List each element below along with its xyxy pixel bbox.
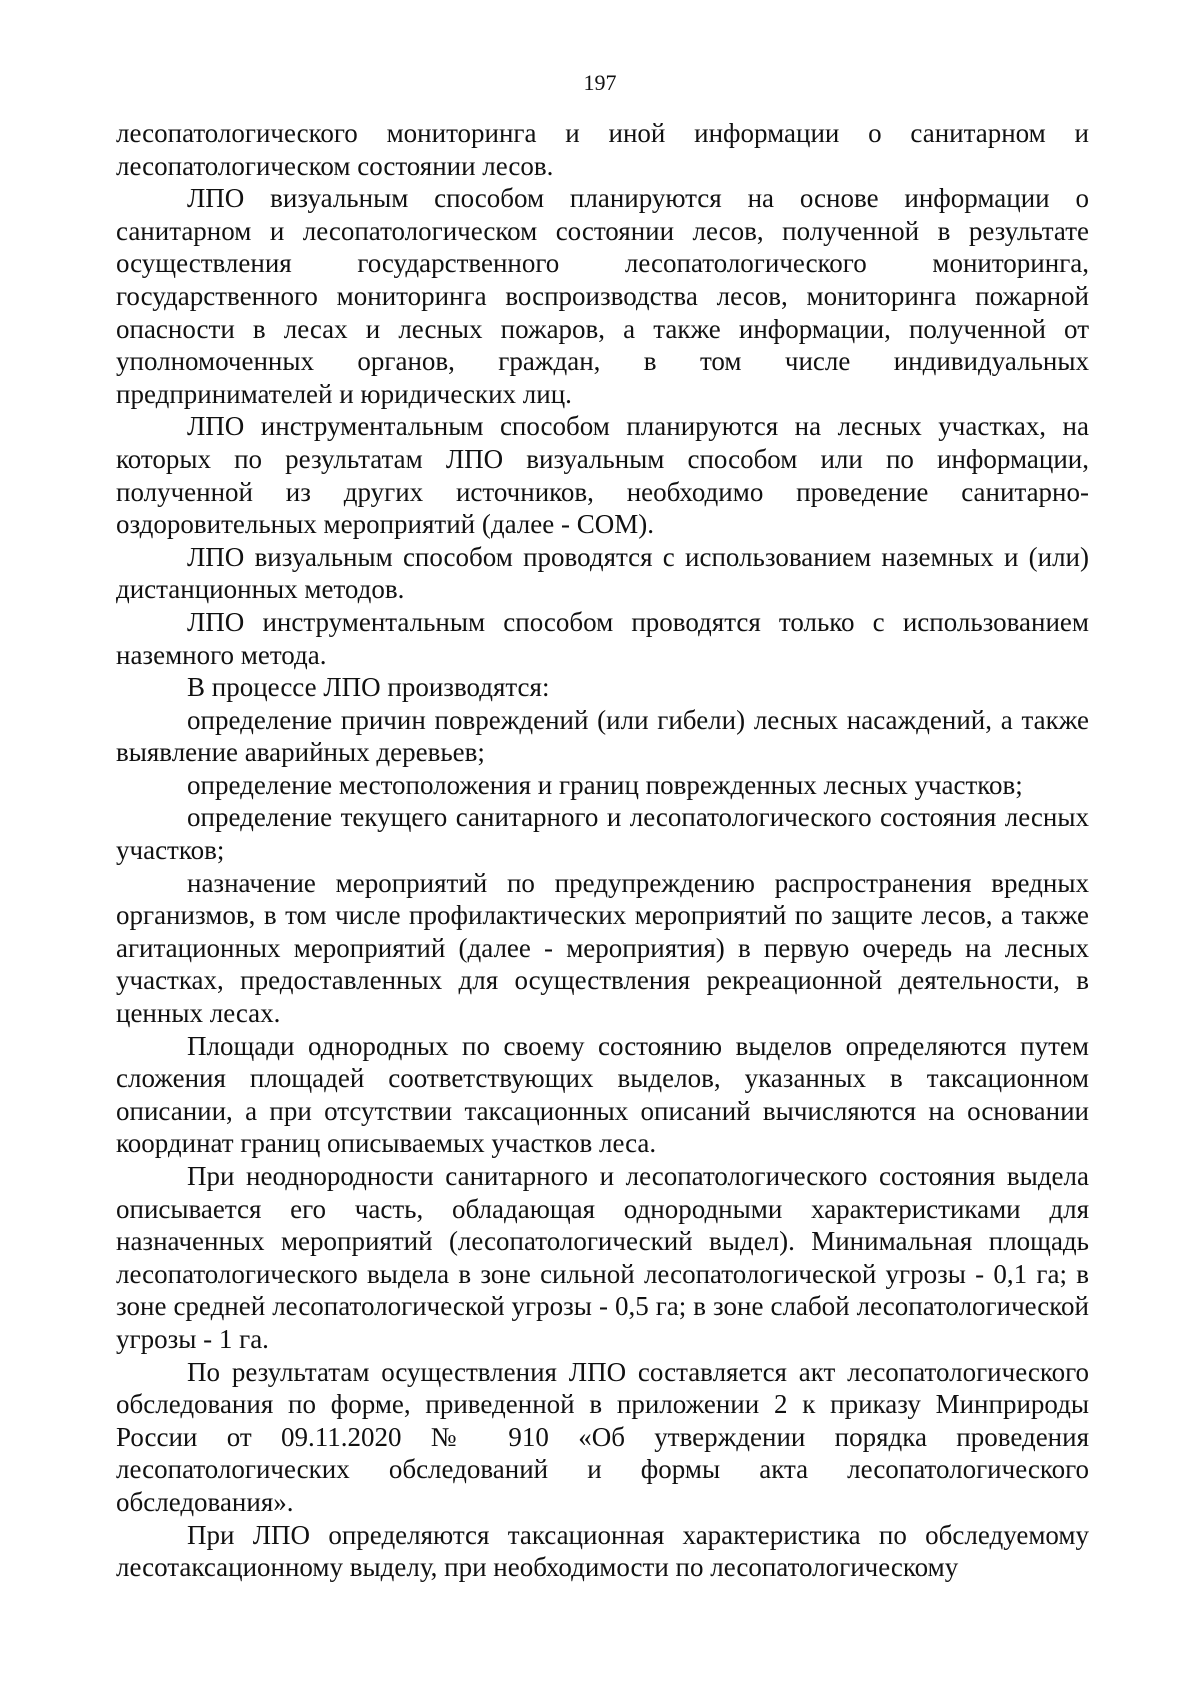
document-body xyxy=(116,117,1089,1584)
page-number: 197 xyxy=(583,70,617,95)
paragraph-taxation: При ЛПО определяются таксационная характеристика по обследуемому лесотаксационному выделу, при необходимости по лесопатологическому xyxy=(116,1519,1089,1583)
paragraph-process-intro: В процессе ЛПО производятся: xyxy=(187,672,550,703)
list-item: определение местоположения и границ поврежденных лесных участков; xyxy=(187,769,1023,800)
paragraph-act: По результатам осуществления ЛПО составляется акт лесопатологического обследования по форме, приведенной в приложении 2 к приказу Минприроды России от 09.11.2020 № 910 «Об утверждении порядка проведения лесопатологических обследований и формы акта лесопатологического обследования». xyxy=(116,1356,1089,1517)
paragraph-areas: Площади однородных по своему состоянию выделов определяются путем сложения площадей соответствующих выделов, указанных в таксационном описании, а при отсутствии таксационных описаний вычисляются на основании координат границ описываемых участков леса. xyxy=(116,1030,1089,1159)
paragraph-instrumental-methods: ЛПО инструментальным способом проводятся только с использованием наземного метода. xyxy=(116,606,1089,670)
paragraph-instrumental-planning: ЛПО инструментальным способом планируются на лесных участках, на которых по результатам ЛПО визуальным способом или по информации, полученной из других источников, необходимо проведение санитарно-оздоровительных мероприятий (далее - СОМ). xyxy=(116,411,1089,540)
list-item: определение причин повреждений (или гибели) лесных насаждений, а также выявление аварийных деревьев; xyxy=(116,704,1089,768)
paragraph-continuation: лесопатологического мониторинга и иной информации о санитарном и лесопатологическом состоянии лесов. xyxy=(116,118,1089,181)
paragraph-heterogeneity: При неоднородности санитарного и лесопатологического состояния выдела описывается его часть, обладающая однородными характеристиками для назначенных мероприятий (лесопатологический выдел). Минимальная площадь лесопатологического выдела в зоне сильной лесопатологической угрозы - 0,1 га; в зоне средней лесопатологической угрозы - 0,5 га; в зоне слабой лесопатологической угрозы - 1 га. xyxy=(116,1161,1089,1354)
paragraph-visual-methods: ЛПО визуальным способом проводятся с использованием наземных и (или) дистанционных методов. xyxy=(116,541,1089,605)
paragraph-visual-planning: ЛПО визуальным способом планируются на основе информации о санитарном и лесопатологическом состоянии лесов, полученной в результате осуществления государственного лесопатологического мониторинга, государственного мониторинга воспроизводства лесов, мониторинга пожарной опасности в лесах и лесных пожаров, а также информации, полученной от уполномоченных органов, граждан, в том числе индивидуальных предпринимателей и юридических лиц. xyxy=(116,183,1089,409)
list-item: определение текущего санитарного и лесопатологического состояния лесных участков; xyxy=(116,802,1089,866)
list-item: назначение мероприятий по предупреждению распространения вредных организмов, в том числе профилактических мероприятий по защите лесов, а также агитационных мероприятий (далее - мероприятия) в первую очередь на лесных участках, предоставленных для осуществления рекреационной деятельности, в ценных лесах. xyxy=(116,867,1089,1029)
